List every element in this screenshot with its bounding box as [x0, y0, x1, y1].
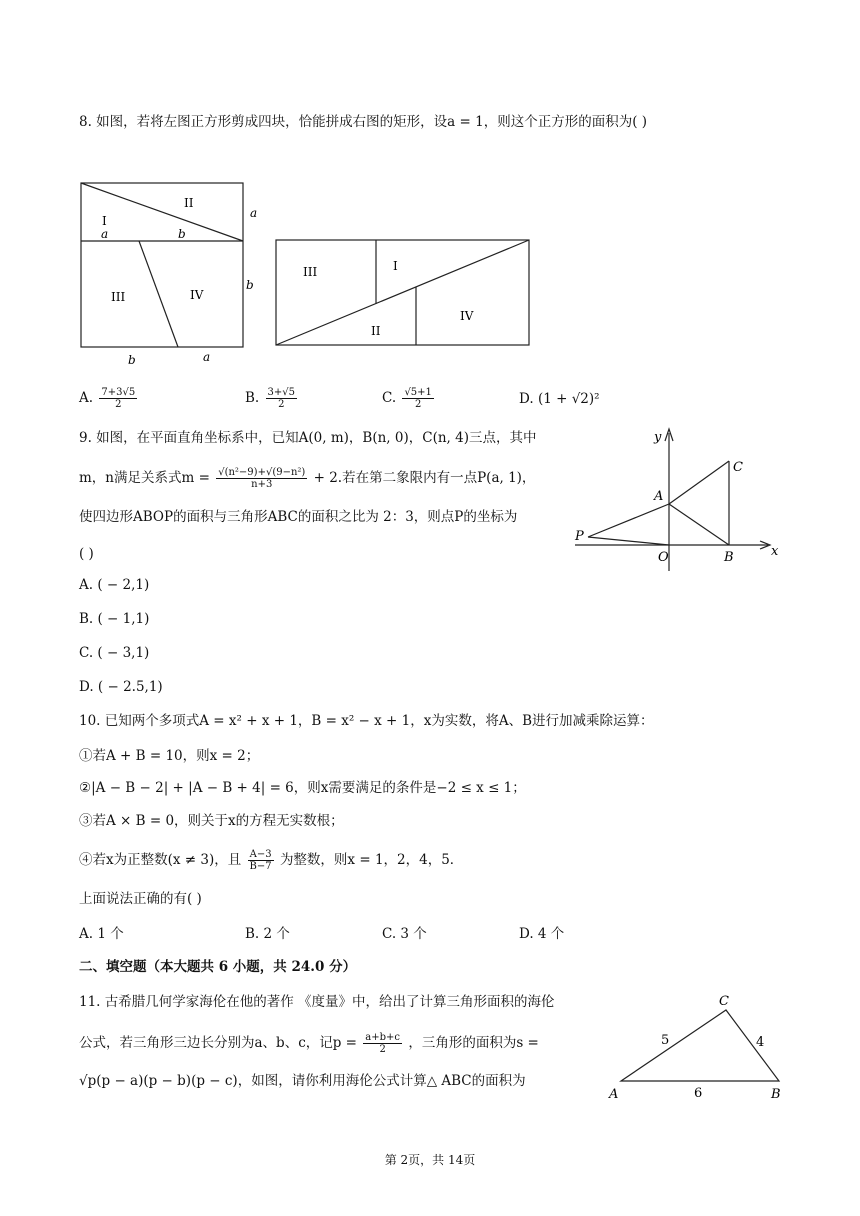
q8-option-b: B. $\frac{3+√5}{2}$: [245, 387, 295, 410]
q8-option-d: D. (1 + √2)²: [519, 391, 600, 407]
axis-y-label: y: [654, 430, 662, 445]
tri-vertex-A: A: [609, 1087, 619, 1102]
axis-x-label: x: [771, 544, 779, 559]
q10-statement-4: ④若x为正整数(x ≠ 3)，且 $\frac{A-3}{B-7}$ 为整数，则x = 1，2，4，5．: [79, 849, 464, 872]
point-B: B: [724, 550, 734, 565]
q8-figure-right: [270, 235, 535, 350]
right-label-III: III: [303, 265, 318, 279]
left-label-III: III: [111, 290, 126, 304]
tri-side-5: 5: [661, 1033, 670, 1048]
tri-side-4: 4: [756, 1035, 765, 1050]
point-O: O: [658, 550, 669, 565]
left-label-II: II: [184, 196, 194, 210]
q9-figure: [570, 423, 785, 573]
right-label-I: I: [393, 259, 398, 273]
page-footer: 第 2页，共 14页: [384, 1153, 476, 1167]
q10-statement-1: ①若A + B = 10，则x = 2；: [79, 748, 260, 764]
left-label-b-bottom: b: [128, 353, 136, 367]
point-C: C: [733, 460, 743, 475]
tri-side-6: 6: [694, 1086, 703, 1101]
section-heading-fill-in: 二、填空题（本大题共 6 小题，共 24.0 分）: [79, 959, 357, 975]
q10-line1: 10. 已知两个多项式A = x² + x + 1，B = x² − x + 1，x为实数，将A、B进行加减乘除运算：: [79, 713, 654, 729]
q8-figure-left: [70, 175, 270, 370]
point-P: P: [575, 529, 584, 544]
q9-option-a: A. ( − 2,1): [79, 577, 150, 593]
q8-stem: 8. 如图，若将左图正方形剪成四块，恰能拼成右图的矩形，设a = 1，则这个正方形的面积为( ): [79, 114, 648, 130]
q9-option-c: C. ( − 3,1): [79, 645, 150, 661]
q10-option-a: A. 1 个: [79, 926, 124, 942]
left-label-a-bottom: a: [203, 350, 211, 364]
q10-statement-3: ③若A × B = 0，则关于x的方程无实数根；: [79, 813, 344, 829]
q11-triangle-figure: [605, 990, 795, 1105]
left-label-a-top: a: [101, 227, 109, 241]
q11-line3: √p(p − a)(p − b)(p − c)，如图，请你利用海伦公式计算△ ABC的面积为: [79, 1073, 526, 1089]
q11-line1: 11. 古希腊几何学家海伦在他的著作 《度量》中，给出了计算三角形面积的海伦: [79, 994, 555, 1010]
q10-ask: 上面说法正确的有( ): [79, 891, 202, 907]
q10-option-d: D. 4 个: [519, 926, 565, 942]
q10-option-c: C. 3 个: [382, 926, 427, 942]
left-label-b-top: b: [178, 227, 186, 241]
tri-vertex-C: C: [719, 994, 729, 1009]
q9-line3: 使四边形ABOP的面积与三角形ABC的面积之比为 2：3，则点P的坐标为: [79, 509, 518, 525]
q11-line2: 公式，若三角形三边长分别为a、b、c，记p = $\frac{a+b+c}{2}$ ，三角形的面积为s =: [79, 1032, 539, 1055]
left-label-IV: IV: [190, 288, 204, 302]
left-label-I: I: [102, 214, 107, 228]
point-A: A: [654, 489, 664, 504]
right-label-II: II: [371, 324, 381, 338]
right-label-IV: IV: [460, 309, 474, 323]
q10-option-b: B. 2 个: [245, 926, 290, 942]
q10-statement-2: ②|A − B − 2| + |A − B + 4| = 6，则x需要满足的条件是−2 ≤ x ≤ 1；: [79, 780, 526, 796]
q8-option-c: C. $\frac{√5+1}{2}$: [382, 387, 432, 410]
tri-vertex-B: B: [771, 1087, 781, 1102]
left-label-a-side: a: [250, 206, 258, 220]
left-label-b-side: b: [246, 278, 254, 292]
q9-option-b: B. ( − 1,1): [79, 611, 150, 627]
q9-option-d: D. ( − 2.5,1): [79, 679, 163, 695]
q9-line4: ( ): [79, 546, 94, 562]
q9-line2: m，n满足关系式m = $\frac{\text{√(n²−9)+√(9−n²)}}{n+3}$ + 2.若在第二象限内有一点P(a, 1)，: [79, 467, 536, 490]
q8-option-a: A. $\frac{7+3√5}{2}$: [79, 387, 136, 410]
q9-line1: 9. 如图，在平面直角坐标系中，已知A(0, m)，B(n, 0)，C(n, 4)三点，其中: [79, 430, 537, 446]
